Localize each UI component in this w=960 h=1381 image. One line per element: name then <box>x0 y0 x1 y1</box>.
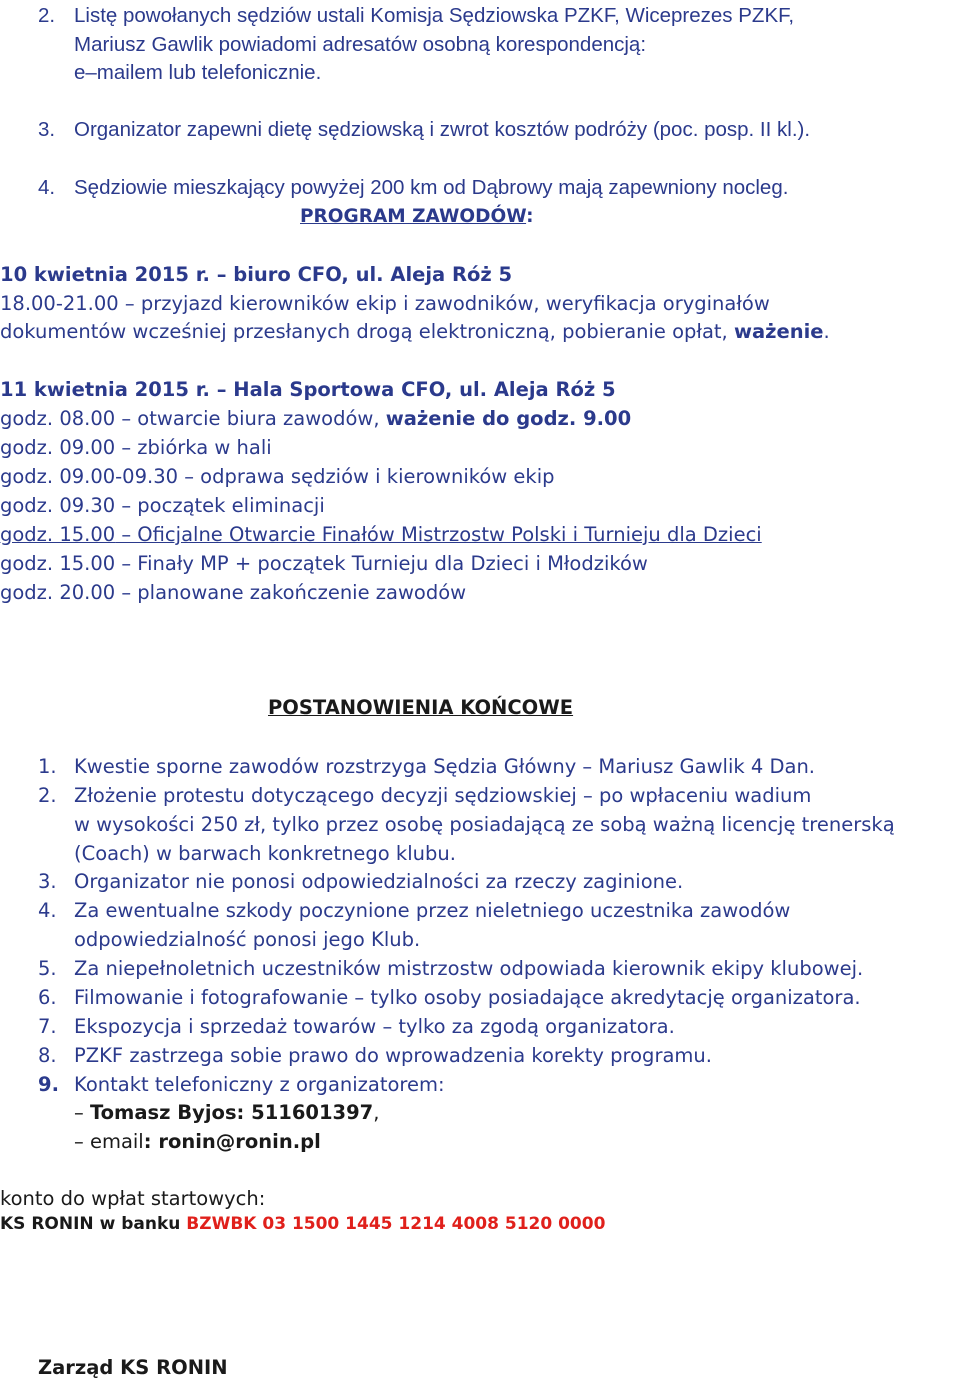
day1-title: 10 kwietnia 2015 r. – biuro CFO, ul. Aleja Róż 5 <box>0 263 513 286</box>
day1-line1 <box>0 292 770 315</box>
list-item-4 <box>38 176 788 201</box>
signature: Zarząd KS RONIN <box>38 1356 228 1379</box>
list-number: 3. <box>38 118 56 141</box>
list-item-2 <box>38 4 794 29</box>
final-item-5: 5. Za niepełnoletnich uczestników mistrzostw odpowiada kierownik ekipy klubowej. <box>38 957 864 980</box>
day1-text: – przyjazd kierowników ekip i zawodników, weryfikacja oryginałów <box>118 292 770 315</box>
final-item-8: 8. PZKF zastrzega sobie prawo do wprowadzenia korekty programu. <box>38 1044 712 1067</box>
final-item-6: 6. Filmowanie i fotografowanie – tylko osoby posiadające akredytację organizatora. <box>38 986 861 1009</box>
list-number: 1. <box>38 755 57 778</box>
list-item-2-line3: e–mailem lub telefonicznie. <box>74 61 322 84</box>
schedule-row <box>0 552 648 575</box>
schedule-time: godz. 09.00 <box>0 436 116 459</box>
final-item-4-line2: odpowiedzialność ponosi jego Klub. <box>74 928 421 951</box>
program-heading-text: PROGRAM ZAWODÓW <box>300 206 527 227</box>
schedule-text: – Oficjalne Otwarcie Finałów Mistrzostw Polski i Turnieju dla Dzieci <box>115 523 762 546</box>
weighing-label: ważenie <box>733 320 824 343</box>
list-item-3 <box>38 118 810 143</box>
schedule-row-opening <box>0 523 762 546</box>
contact-name-phone: Tomasz Byjos: 511601397 <box>89 1101 374 1124</box>
day1-time: 18.00-21.00 <box>0 292 119 315</box>
final-item-7: 7. Ekspozycja i sprzedaż towarów – tylko za zgodą organizatora. <box>38 1015 675 1038</box>
final-item-2-line2: w wysokości 250 zł, tylko przez osobę posiadającą ze sobą ważną licencję trenerską <box>74 813 895 836</box>
schedule-text: – początek eliminacji <box>115 494 325 517</box>
day2-title: 11 kwietnia 2015 r. – Hala Sportowa CFO, ul. Aleja Róż 5 <box>0 378 616 401</box>
final-item-3: 3. Organizator nie ponosi odpowiedzialności za rzeczy zaginione. <box>38 870 684 893</box>
postanowienia-heading: POSTANOWIENIA KOŃCOWE <box>268 696 574 719</box>
program-heading: PROGRAM ZAWODÓW: <box>300 206 534 227</box>
schedule-text: – planowane zakończenie zawodów <box>115 581 467 604</box>
schedule-time: godz. 15.00 <box>0 552 116 575</box>
schedule-row <box>0 436 272 459</box>
final-item-9: 9. Kontakt telefoniczny z organizatorem: <box>38 1073 445 1096</box>
final-item-1: 1. Kwestie sporne zawodów rozstrzyga Sędzia Główny – Mariusz Gawlik 4 Dan. <box>38 755 815 778</box>
schedule-row <box>0 494 325 517</box>
list-number: 4. <box>38 176 56 199</box>
final-item-2-line3: (Coach) w barwach konkretnego klubu. <box>74 842 456 865</box>
schedule-time: godz. 20.00 <box>0 581 116 604</box>
list-text: Sędziowie mieszkający powyżej 200 km od Dąbrowy mają zapewniony nocleg. <box>74 176 789 199</box>
list-number: 6. <box>38 986 57 1009</box>
schedule-row <box>0 407 631 430</box>
bank-account-number: BZWBK 03 1500 1445 1214 4008 5120 0000 <box>186 1214 606 1234</box>
final-item-4: 4. Za ewentualne szkody poczynione przez nieletniego uczestnika zawodów <box>38 899 791 922</box>
schedule-row <box>0 581 466 604</box>
contact-email: – email: ronin@ronin.pl <box>74 1130 321 1153</box>
list-number: 3. <box>38 870 57 893</box>
schedule-text: – otwarcie biura zawodów, <box>115 407 386 430</box>
list-number: 9. <box>38 1073 59 1096</box>
bank-account-line: KS RONIN w banku BZWBK 03 1500 1445 1214 4008 5120 0000 <box>0 1214 606 1234</box>
contact-person: – Tomasz Byjos: 511601397, <box>74 1101 380 1124</box>
list-number: 4. <box>38 899 57 922</box>
schedule-text: – odprawa sędziów i kierowników ekip <box>178 465 555 488</box>
list-text: Organizator zapewni dietę sędziowską i zwrot kosztów podróży (poc. posp. II kl.). <box>74 118 811 141</box>
list-number: 2. <box>38 784 57 807</box>
schedule-time: godz. 09.30 <box>0 494 116 517</box>
schedule-text: – zbiórka w hali <box>115 436 272 459</box>
schedule-time: godz. 15.00 <box>0 523 116 546</box>
list-item-2-line2: Mariusz Gawlik powiadomi adresatów osobną korespondencją: <box>74 33 647 56</box>
bank-label: konto do wpłat startowych: <box>0 1187 266 1210</box>
list-text: Listę powołanych sędziów ustali Komisja Sędziowska PZKF, Wiceprezes PZKF, <box>74 4 795 27</box>
list-number: 7. <box>38 1015 57 1038</box>
list-number: 5. <box>38 957 57 980</box>
schedule-text: – Finały MP + początek Turnieju dla Dzieci i Młodzików <box>115 552 648 575</box>
email-address: : ronin@ronin.pl <box>143 1130 321 1153</box>
list-number: 8. <box>38 1044 57 1067</box>
schedule-row <box>0 465 555 488</box>
list-number: 2. <box>38 4 56 27</box>
day1-line2: dokumentów wcześniej przesłanych drogą elektroniczną, pobieranie opłat, ważenie. <box>0 320 830 343</box>
schedule-bold: ważenie do godz. 9.00 <box>385 407 632 430</box>
schedule-time: godz. 09.00-09.30 <box>0 465 179 488</box>
final-item-2: 2. Złożenie protestu dotyczącego decyzji sędziowskiej – po wpłaceniu wadium <box>38 784 812 807</box>
schedule-time: godz. 08.00 <box>0 407 116 430</box>
